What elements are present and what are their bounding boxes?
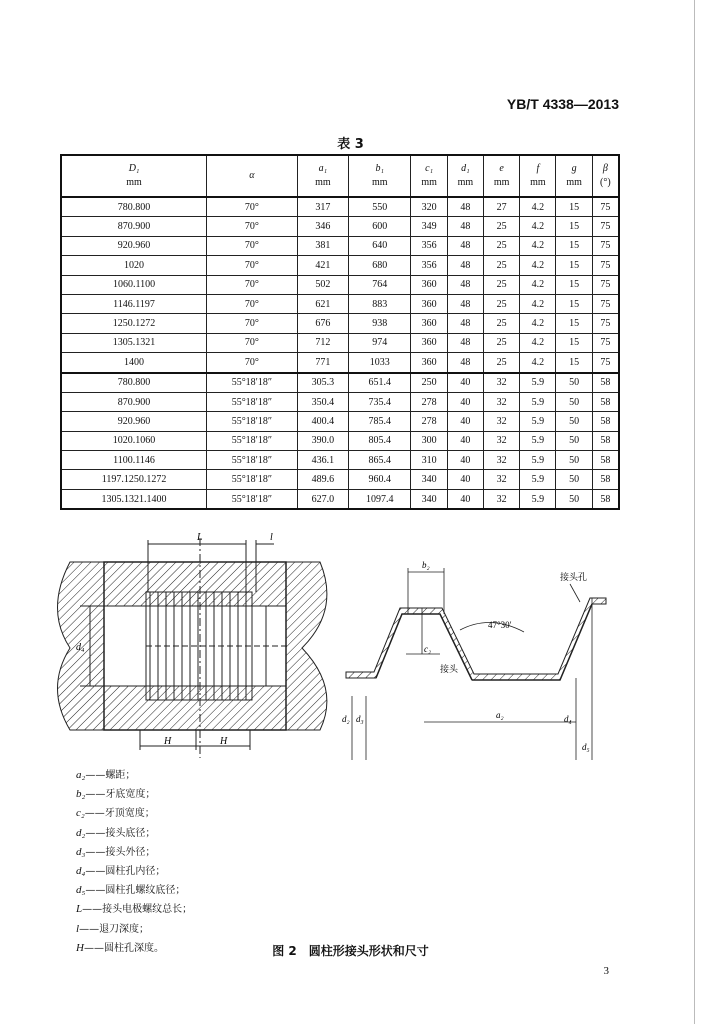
table-cell: 55°18′18″ xyxy=(207,412,298,431)
table-cell: 48 xyxy=(447,353,483,373)
table-cell: 48 xyxy=(447,314,483,333)
table-cell: 58 xyxy=(592,489,619,509)
table-cell: 640 xyxy=(349,236,411,255)
table-cell: 15 xyxy=(556,353,592,373)
table-row xyxy=(61,294,619,313)
table-cell: 15 xyxy=(556,333,592,352)
column-header xyxy=(483,155,519,197)
column-header xyxy=(207,155,298,197)
table-cell: 48 xyxy=(447,236,483,255)
table-row xyxy=(61,470,619,489)
table-cell: 1305.1321 xyxy=(61,333,207,352)
table-cell: 70° xyxy=(207,333,298,352)
legend-symbol: L xyxy=(76,903,83,916)
label-d2: d₂ xyxy=(342,714,350,724)
figure-legend xyxy=(76,766,192,958)
legend-text: ——螺距； xyxy=(85,770,136,781)
table-cell: 70° xyxy=(207,314,298,333)
table-row xyxy=(61,353,619,373)
column-symbol: a₁ xyxy=(318,163,328,174)
table-cell: 32 xyxy=(483,392,519,411)
table-cell: 1100.1146 xyxy=(61,451,207,470)
table-cell: 300 xyxy=(411,431,447,450)
table-cell: 320 xyxy=(411,197,447,217)
table-row xyxy=(61,392,619,411)
table-cell: 4.2 xyxy=(520,197,556,217)
column-unit: (°) xyxy=(600,177,611,188)
table-cell: 340 xyxy=(411,470,447,489)
table-cell: 1400 xyxy=(61,353,207,373)
table-cell: 55°18′18″ xyxy=(207,373,298,393)
table-cell: 15 xyxy=(556,314,592,333)
table-row xyxy=(61,197,619,217)
table-cell: 1250.1272 xyxy=(61,314,207,333)
table-cell: 349 xyxy=(411,217,447,236)
table-cell: 390.0 xyxy=(297,431,348,450)
table-cell: 48 xyxy=(447,275,483,294)
table-cell: 346 xyxy=(297,217,348,236)
table-cell: 40 xyxy=(447,392,483,411)
legend-symbol: b₂ xyxy=(76,788,86,801)
table-row xyxy=(61,431,619,450)
legend-symbol: d₅ xyxy=(76,884,86,897)
label-a2: a₂ xyxy=(496,710,504,720)
table-header-row xyxy=(61,155,619,197)
table-cell: 32 xyxy=(483,412,519,431)
table-cell: 75 xyxy=(592,236,619,255)
table-cell: 780.800 xyxy=(61,373,207,393)
column-header xyxy=(592,155,619,197)
table-cell: 15 xyxy=(556,275,592,294)
table-cell: 764 xyxy=(349,275,411,294)
legend-symbol: l xyxy=(76,922,80,935)
column-symbol: D₁ xyxy=(128,163,140,174)
table-cell: 50 xyxy=(556,431,592,450)
table-row xyxy=(61,489,619,509)
table-cell: 48 xyxy=(447,217,483,236)
table-cell: 32 xyxy=(483,470,519,489)
cylinder-section-drawing xyxy=(58,532,327,758)
column-unit: mm xyxy=(315,177,331,188)
legend-symbol: d₂ xyxy=(76,826,86,839)
table-cell: 70° xyxy=(207,236,298,255)
table-row xyxy=(61,412,619,431)
legend-text: ——接头电极螺纹总长； xyxy=(82,904,193,916)
column-unit: mm xyxy=(372,177,388,188)
label-c2: c₂ xyxy=(424,644,432,654)
table-cell: 960.4 xyxy=(349,470,411,489)
label-joint: 接头 xyxy=(440,665,459,675)
table-cell: 381 xyxy=(297,236,348,255)
legend-item xyxy=(76,900,192,919)
table-cell: 75 xyxy=(592,353,619,373)
table-cell: 1033 xyxy=(349,353,411,373)
table-row xyxy=(61,217,619,236)
table-row xyxy=(61,314,619,333)
label-d5: d₅ xyxy=(582,742,590,752)
table-cell: 883 xyxy=(349,294,411,313)
table-cell: 865.4 xyxy=(349,451,411,470)
table-cell: 75 xyxy=(592,217,619,236)
table-cell: 75 xyxy=(592,333,619,352)
thread-profile-drawing xyxy=(342,560,606,760)
table-cell: 4.2 xyxy=(520,353,556,373)
table-cell: 15 xyxy=(556,236,592,255)
table-cell: 50 xyxy=(556,451,592,470)
label-l: l xyxy=(270,532,273,543)
table-row xyxy=(61,275,619,294)
column-header xyxy=(556,155,592,197)
table-cell: 400.4 xyxy=(297,412,348,431)
table-cell: 4.2 xyxy=(520,333,556,352)
document-code: YB/T 4338—2013 xyxy=(506,96,619,112)
table-cell: 4.2 xyxy=(520,217,556,236)
table-cell: 938 xyxy=(349,314,411,333)
column-symbol: f xyxy=(536,163,540,174)
legend-item xyxy=(76,843,192,862)
table-cell: 5.9 xyxy=(520,412,556,431)
table-cell: 278 xyxy=(411,412,447,431)
table-cell: 600 xyxy=(349,217,411,236)
table-cell: 356 xyxy=(411,256,447,275)
table-cell: 15 xyxy=(556,294,592,313)
table-cell: 5.9 xyxy=(520,373,556,393)
column-header xyxy=(411,155,447,197)
table-cell: 676 xyxy=(297,314,348,333)
table-cell: 40 xyxy=(447,412,483,431)
legend-text: ——接头底径； xyxy=(85,827,156,839)
table-cell: 70° xyxy=(207,197,298,217)
table-cell: 1060.1100 xyxy=(61,275,207,294)
label-H1: H xyxy=(164,736,172,747)
table-cell: 75 xyxy=(592,275,619,294)
table-cell: 920.960 xyxy=(61,236,207,255)
legend-item xyxy=(76,804,192,823)
spec-table xyxy=(60,154,620,510)
table-cell: 870.900 xyxy=(61,217,207,236)
column-unit: mm xyxy=(457,177,474,188)
table-cell: 278 xyxy=(411,392,447,411)
page-edge-line xyxy=(694,0,695,1024)
table-cell: 920.960 xyxy=(61,412,207,431)
table-cell: 4.2 xyxy=(520,256,556,275)
column-unit: mm xyxy=(566,177,582,188)
table-cell: 50 xyxy=(556,373,592,393)
column-symbol: β xyxy=(602,163,608,174)
table-cell: 489.6 xyxy=(297,470,348,489)
table-cell: 40 xyxy=(447,451,483,470)
table-cell: 360 xyxy=(411,294,447,313)
legend-text: ——退刀深度； xyxy=(79,923,150,935)
legend-symbol: d₃ xyxy=(76,845,86,858)
table-row xyxy=(61,451,619,470)
table-cell: 58 xyxy=(592,470,619,489)
column-header xyxy=(349,155,411,197)
table-cell: 5.9 xyxy=(520,392,556,411)
column-symbol: b₁ xyxy=(375,163,385,174)
table-cell: 25 xyxy=(483,353,519,373)
table-cell: 55°18′18″ xyxy=(207,392,298,411)
table-cell: 870.900 xyxy=(61,392,207,411)
table-cell: 15 xyxy=(556,256,592,275)
table-cell: 785.4 xyxy=(349,412,411,431)
table-cell: 360 xyxy=(411,353,447,373)
column-symbol: α xyxy=(249,170,255,181)
table-cell: 712 xyxy=(297,333,348,352)
table-cell: 5.9 xyxy=(520,470,556,489)
table-cell: 735.4 xyxy=(349,392,411,411)
table-cell: 4.2 xyxy=(520,236,556,255)
table-cell: 25 xyxy=(483,275,519,294)
label-b2: b₂ xyxy=(422,560,430,570)
column-header xyxy=(297,155,348,197)
legend-item xyxy=(76,785,192,804)
table-cell: 27 xyxy=(483,197,519,217)
column-symbol: d₁ xyxy=(461,163,470,174)
legend-text: ——接头外径； xyxy=(85,846,156,858)
legend-item xyxy=(76,862,192,881)
figure-caption: 图 2 圆柱形接头形状和尺寸 xyxy=(272,944,429,958)
table-title: 表 3 xyxy=(337,137,364,152)
table-cell: 1097.4 xyxy=(349,489,411,509)
table-cell: 32 xyxy=(483,431,519,450)
table-cell: 1020.1060 xyxy=(61,431,207,450)
table-cell: 421 xyxy=(297,256,348,275)
label-angle: 47°30′ xyxy=(488,620,512,630)
table-cell: 75 xyxy=(592,294,619,313)
table-cell: 40 xyxy=(447,489,483,509)
legend-symbol: d₄ xyxy=(76,865,86,878)
table-cell: 55°18′18″ xyxy=(207,431,298,450)
legend-symbol: a₂ xyxy=(76,769,86,781)
column-unit: mm xyxy=(126,177,142,188)
table-cell: 805.4 xyxy=(349,431,411,450)
table-cell: 70° xyxy=(207,353,298,373)
table-cell: 1146.1197 xyxy=(61,294,207,313)
label-d4-left: d₄ xyxy=(76,642,85,653)
table-cell: 502 xyxy=(297,275,348,294)
label-d4-right: d₄ xyxy=(564,714,572,724)
table-cell: 317 xyxy=(297,197,348,217)
table-cell: 40 xyxy=(447,470,483,489)
table-cell: 75 xyxy=(592,197,619,217)
table-cell: 1305.1321.1400 xyxy=(61,489,207,509)
legend-text: ——牙底宽度； xyxy=(85,789,156,801)
table-cell: 25 xyxy=(483,217,519,236)
table-cell: 250 xyxy=(411,373,447,393)
label-H2: H xyxy=(220,736,228,747)
table-cell: 48 xyxy=(447,197,483,217)
column-symbol: e xyxy=(499,163,504,174)
table-cell: 48 xyxy=(447,333,483,352)
table-cell: 70° xyxy=(207,294,298,313)
table-cell: 680 xyxy=(349,256,411,275)
table-cell: 25 xyxy=(483,314,519,333)
table-body xyxy=(61,197,619,509)
legend-item xyxy=(76,881,192,900)
table-cell: 771 xyxy=(297,353,348,373)
label-d3: d₃ xyxy=(356,714,364,724)
column-unit: mm xyxy=(493,177,510,188)
table-cell: 550 xyxy=(349,197,411,217)
table-cell: 436.1 xyxy=(297,451,348,470)
table-cell: 4.2 xyxy=(520,314,556,333)
table-cell: 32 xyxy=(483,451,519,470)
figure-drawing xyxy=(40,528,640,760)
table-cell: 780.800 xyxy=(61,197,207,217)
table-cell: 5.9 xyxy=(520,489,556,509)
table-cell: 350.4 xyxy=(297,392,348,411)
table-cell: 627.0 xyxy=(297,489,348,509)
table-cell: 651.4 xyxy=(349,373,411,393)
table-cell: 25 xyxy=(483,294,519,313)
table-cell: 974 xyxy=(349,333,411,352)
column-unit: mm xyxy=(530,177,546,188)
legend-item xyxy=(76,766,192,785)
table-cell: 58 xyxy=(592,431,619,450)
label-L: L xyxy=(197,532,203,543)
table-cell: 1197.1250.1272 xyxy=(61,470,207,489)
table-cell: 5.9 xyxy=(520,451,556,470)
table-cell: 305.3 xyxy=(297,373,348,393)
legend-text: ——圆柱孔内径； xyxy=(85,866,166,878)
table-cell: 40 xyxy=(447,431,483,450)
table-cell: 58 xyxy=(592,392,619,411)
table-cell: 75 xyxy=(592,256,619,275)
table-cell: 25 xyxy=(483,256,519,275)
table-cell: 50 xyxy=(556,470,592,489)
table-cell: 340 xyxy=(411,489,447,509)
table-cell: 25 xyxy=(483,333,519,352)
table-cell: 360 xyxy=(411,333,447,352)
column-header xyxy=(447,155,483,197)
table-cell: 58 xyxy=(592,451,619,470)
column-unit: mm xyxy=(421,177,437,188)
table-cell: 360 xyxy=(411,314,447,333)
legend-text: ——牙顶宽度； xyxy=(84,808,155,820)
table-cell: 40 xyxy=(447,373,483,393)
table-cell: 50 xyxy=(556,412,592,431)
legend-text: ——圆柱孔深度。 xyxy=(83,942,164,954)
legend-text: ——圆柱孔螺纹底径； xyxy=(85,885,186,897)
legend-item xyxy=(76,920,192,939)
table-cell: 25 xyxy=(483,236,519,255)
table-cell: 58 xyxy=(592,412,619,431)
table-cell: 50 xyxy=(556,489,592,509)
table-cell: 5.9 xyxy=(520,431,556,450)
table-cell: 70° xyxy=(207,256,298,275)
table-cell: 55°18′18″ xyxy=(207,451,298,470)
legend-item xyxy=(76,824,192,843)
table-cell: 48 xyxy=(447,294,483,313)
table-cell: 58 xyxy=(592,373,619,393)
table-cell: 360 xyxy=(411,275,447,294)
table-row xyxy=(61,333,619,352)
table-cell: 48 xyxy=(447,256,483,275)
column-header xyxy=(520,155,556,197)
table-cell: 75 xyxy=(592,314,619,333)
table-cell: 310 xyxy=(411,451,447,470)
legend-symbol: c₂ xyxy=(76,807,85,820)
table-cell: 70° xyxy=(207,217,298,236)
table-cell: 50 xyxy=(556,392,592,411)
table-cell: 15 xyxy=(556,217,592,236)
table-row xyxy=(61,373,619,393)
table-row xyxy=(61,236,619,255)
legend-symbol: H xyxy=(76,941,84,954)
page-number: 3 xyxy=(603,965,609,977)
table-cell: 55°18′18″ xyxy=(207,470,298,489)
table-cell: 4.2 xyxy=(520,294,556,313)
table-cell: 32 xyxy=(483,373,519,393)
column-symbol: g xyxy=(571,163,577,174)
label-joint-hole: 接头孔 xyxy=(560,573,588,583)
column-symbol: c₁ xyxy=(425,163,434,174)
table-cell: 4.2 xyxy=(520,275,556,294)
column-header xyxy=(61,155,207,197)
table-cell: 1020 xyxy=(61,256,207,275)
table-cell: 70° xyxy=(207,275,298,294)
table-cell: 32 xyxy=(483,489,519,509)
table-cell: 356 xyxy=(411,236,447,255)
table-cell: 55°18′18″ xyxy=(207,489,298,509)
table-cell: 621 xyxy=(297,294,348,313)
table-row xyxy=(61,256,619,275)
table-cell: 15 xyxy=(556,197,592,217)
